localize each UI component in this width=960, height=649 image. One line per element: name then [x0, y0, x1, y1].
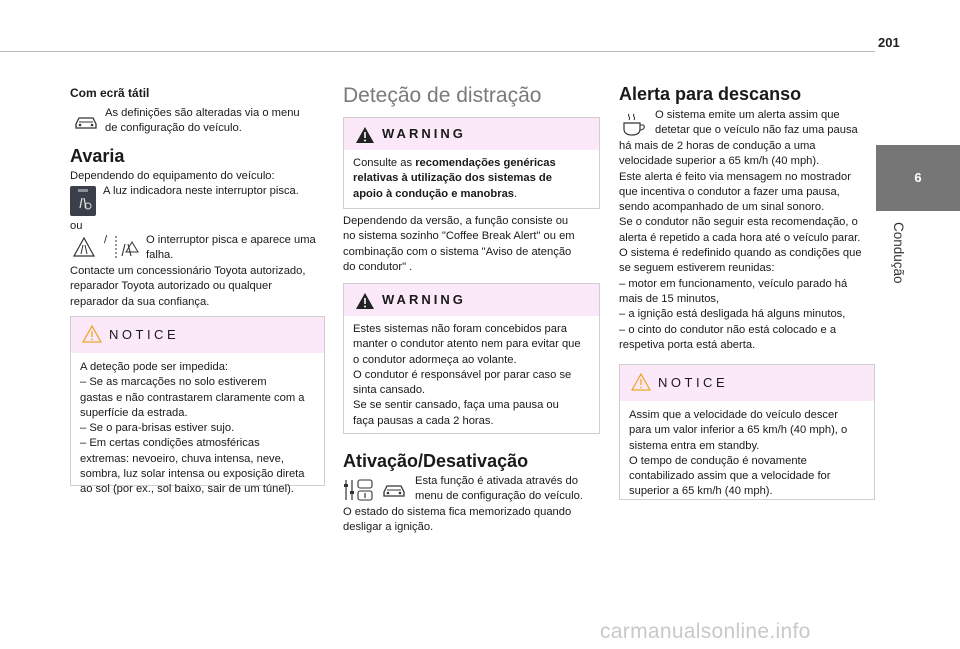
text-line: respetiva porta está aberta.: [619, 338, 756, 351]
lane-fault-icon: [112, 234, 140, 260]
text-line: menu de configuração do veículo.: [415, 490, 583, 503]
text-line: – o cinto do condutor não está colocado e a: [619, 323, 837, 336]
text-line: mais de 15 minutos,: [619, 292, 720, 305]
text-line: O estado do sistema fica memorizado quando: [343, 506, 572, 518]
warning-line: [353, 171, 590, 186]
warning-line: [353, 187, 590, 202]
text-line: O interruptor pisca e aparece uma: [146, 234, 316, 246]
notice-label: NOTICE: [658, 375, 729, 390]
warning-label: WARNING: [382, 292, 466, 307]
text-line: detetar que o veículo não faz uma pausa: [655, 124, 858, 137]
notice-label: NOTICE: [109, 327, 180, 342]
notice-warning-icon: [82, 325, 102, 343]
text-line: sendo acompanhado de um sinal sonoro.: [619, 201, 825, 214]
text-span: Consulte as: [353, 157, 416, 169]
notice-line: A deteção pode ser impedida:: [80, 361, 229, 373]
car-settings-icon: [382, 482, 406, 498]
notice-line: – Se o para-brisas estiver sujo.: [80, 422, 235, 435]
text-line: reparador Toyota autorizado ou qualquer: [70, 280, 272, 293]
distraction-heading: Deteção de distração: [343, 84, 542, 107]
activation-text-2: [343, 505, 571, 536]
text-line: reparador da sua confiança.: [70, 295, 210, 308]
distraction-intro: [343, 214, 575, 275]
slash: /: [104, 234, 108, 246]
text-line: que incentiva o condutor a fazer uma pausa,: [619, 185, 840, 198]
text-line: Contacte um concessionário Toyota autorizado,: [70, 265, 306, 277]
notice-line: Assim que a velocidade do veículo descer: [629, 409, 838, 421]
header-rule: [0, 51, 875, 52]
fault-line-2: A luz indicadora neste interruptor pisca.: [103, 185, 299, 197]
warning-line: o condutor adormeça ao volante.: [353, 353, 517, 366]
chapter-title: Condução: [891, 222, 906, 284]
warning-body: [344, 150, 599, 208]
car-settings-icon: [74, 114, 98, 130]
touch-heading: Com ecrã tátil: [70, 86, 150, 100]
rest-alert-heading: Alerta para descanso: [619, 84, 802, 104]
text-span: .: [514, 187, 518, 200]
text-line: se seguem estiverem reunidas:: [619, 262, 775, 275]
chapter-title-vertical: [891, 222, 911, 322]
notice-box-rest: [619, 364, 875, 500]
warning-label: WARNING: [382, 126, 466, 141]
bold-span: apoio à condução e manobras: [353, 187, 515, 200]
notice-line: sistema entra em standby.: [629, 439, 760, 452]
notice-line: – Em certas condições atmosféricas: [80, 437, 260, 450]
notice-line: ao sol (por ex., sol baixo, sair de um túnel).: [80, 483, 294, 496]
notice-box-detection: [70, 316, 325, 496]
notice-line: O tempo de condução é novamente: [629, 454, 807, 467]
page-number: 201: [878, 35, 900, 50]
text-line: O sistema emite um alerta assim que: [655, 109, 840, 121]
text-line: do condutor" .: [343, 260, 413, 273]
text-line: Se o condutor não seguir esta recomendação, o: [619, 216, 858, 229]
text-line: velocidade superior a 65 km/h (40 mph).: [619, 155, 820, 168]
warning-line: faça pausas a cada 2 horas.: [353, 414, 494, 427]
warning-line: O condutor é responsável por parar caso se: [353, 368, 572, 381]
rest-alert-intro: [655, 108, 858, 139]
text-line: Esta função é ativada através do: [415, 475, 578, 487]
warning-line: Se se sentir cansado, faça uma pausa ou: [353, 399, 559, 412]
notice-line: para um valor inferior a 65 km/h (40 mph), o: [629, 424, 848, 437]
coffee-cup-icon: [621, 112, 647, 138]
text-line: há mais de 2 horas de condução a uma: [619, 140, 816, 152]
activation-heading: Ativação/Desativação: [343, 451, 529, 471]
text-line: alerta é repetido a cada hora até o veículo parar.: [619, 231, 861, 244]
warning-body: [344, 316, 599, 435]
lane-warning-icon: [72, 236, 96, 258]
notice-line: extremas: nevoeiro, chuva intensa, neve,: [80, 452, 284, 465]
text-line: combinação com o sistema "Aviso de atenção: [343, 245, 572, 258]
text-line: desligar a ignição.: [343, 521, 434, 534]
text-line: Dependendo da versão, a função consiste ou: [343, 215, 569, 227]
fault-line-1: Dependendo do equipamento do veículo:: [70, 170, 275, 182]
contact-text: [70, 264, 306, 310]
warning-triangle-icon: [355, 126, 375, 144]
warning-line: manter o condutor atento nem para evitar que: [353, 338, 581, 351]
driver-assist-settings-icon: [343, 478, 375, 502]
text-line: – a ignição está desligada há alguns minutos,: [619, 308, 846, 321]
bold-span: recomendações genéricas: [415, 157, 556, 169]
warning-box-2: [343, 283, 600, 434]
text-line: falha.: [146, 249, 174, 262]
notice-warning-icon: [631, 373, 651, 391]
touch-text: [105, 106, 300, 137]
notice-line: superior a 65 km/h (40 mph).: [629, 485, 773, 498]
lane-switch-indicator-icon: [70, 186, 96, 216]
text-line: O sistema é redefinido quando as condições que: [619, 247, 862, 260]
notice-line: superfície da estrada.: [80, 406, 188, 419]
warning-header: [344, 284, 599, 316]
bold-span: relativas à utilização dos sistemas de: [353, 172, 552, 185]
fault-heading: Avaria: [70, 146, 125, 166]
fault-line-3: [146, 233, 316, 264]
warning-triangle-icon: [355, 292, 375, 310]
rest-alert-body: [619, 139, 862, 353]
notice-line: contabilizado assim que a velocidade for: [629, 470, 831, 483]
text-line: de configuração do veículo.: [105, 122, 242, 135]
notice-body: [71, 353, 324, 504]
activation-text-1: [415, 474, 583, 505]
watermark: carmanualsonline.info: [600, 620, 811, 643]
warning-line: Estes sistemas não foram concebidos para: [353, 323, 567, 335]
notice-header: [620, 365, 874, 401]
text-line: Este alerta é feito via mensagem no mostrador: [619, 170, 851, 183]
notice-line: sombra, luz solar intensa ou exposição direta: [80, 468, 305, 481]
notice-line: gastas e não contrastarem claramente com a: [80, 391, 305, 404]
warning-box-1: [343, 117, 600, 209]
text-line: As definições são alteradas via o menu: [105, 107, 300, 119]
notice-header: [71, 317, 324, 353]
notice-body: [620, 401, 874, 506]
warning-line: [353, 156, 590, 171]
or-word: ou: [70, 220, 83, 232]
text-line: – motor em funcionamento, veículo parado há: [619, 277, 848, 290]
notice-line: – Se as marcações no solo estiverem: [80, 376, 267, 389]
text-line: no sistema sozinho "Coffee Break Alert" ou em: [343, 230, 575, 243]
warning-header: [344, 118, 599, 150]
warning-line: sinta cansado.: [353, 384, 426, 397]
chapter-tab[interactable]: 6: [876, 145, 960, 211]
